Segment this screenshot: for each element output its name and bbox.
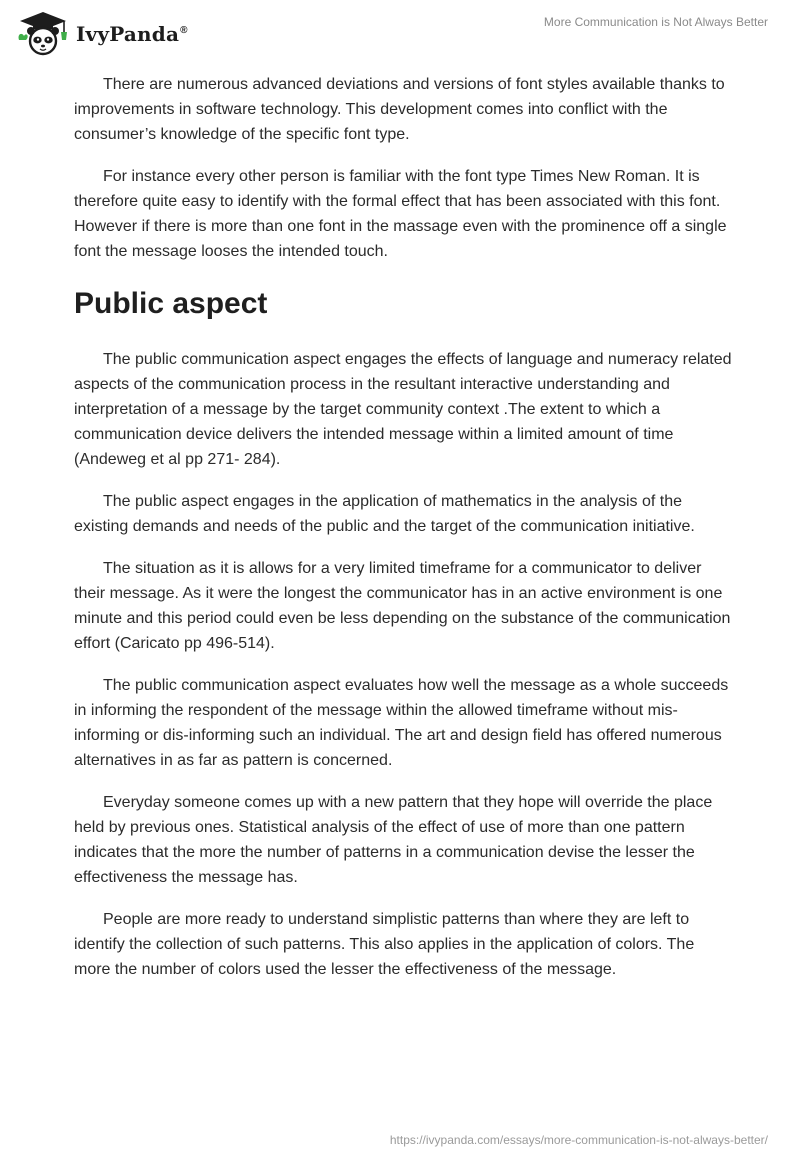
panda-graduate-icon bbox=[16, 10, 70, 56]
paragraph: There are numerous advanced deviations and versions of font styles available thanks to improvements in software technology. This development comes into conflict with the consumer’s knowledge of the specific font type. bbox=[74, 76, 725, 143]
registered-mark: ® bbox=[180, 25, 188, 37]
paragraph: People are more ready to understand simplistic patterns than where they are left to identify the collection of such patterns. This also applies in the application of colors. The more the number of colors used the lesser the effectiveness of the message. bbox=[74, 911, 695, 978]
ivypanda-logo[interactable] bbox=[16, 10, 188, 56]
paragraph: The public aspect engages in the application of mathematics in the analysis of the existing demands and needs of the public and the target of the communication initiative. bbox=[74, 493, 695, 535]
section-heading: Public aspect bbox=[74, 287, 268, 320]
paragraph: The public communication aspect evaluates how well the message as a whole succeeds in informing the respondent of the message within the allowed timeframe without mis-informing or dis-informing such an individual. The art and design field has offered numerous alternatives in as far as pattern is concerned. bbox=[74, 677, 729, 769]
paragraph: Everyday someone comes up with a new pattern that they hope will override the place held by previous ones. Statistical analysis of the effect of use of more than one pattern indicates that the more the number of patterns in a communication devise the lesser the effectiveness the message has. bbox=[74, 794, 713, 886]
document-title: More Communication is Not Always Better bbox=[543, 15, 768, 29]
paragraph: The situation as it is allows for a very limited timeframe for a communicator to deliver their message. As it were the longest the communicator has in an active environment is one minute and this period could even be less depending on the substance of the communication effort (Caricato pp 496-514). bbox=[74, 560, 731, 652]
page-header bbox=[0, 0, 800, 70]
paragraph: For instance every other person is familiar with the font type Times New Roman. It is therefore quite easy to identify with the formal effect that has been associated with this font. However if there is more than one font in the massage even with the prominence off a single font the message looses the intended touch. bbox=[74, 168, 727, 260]
paragraph: The public communication aspect engages the effects of language and numeracy related aspects of the communication process in the resultant interactive understanding and interpretation of a message by the target community context .The extent to which a communication device delivers the intended message within a limited amount of time (Andeweg et al pp 271- 284). bbox=[74, 351, 732, 468]
source-url[interactable]: https://ivypanda.com/essays/more-communication-is-not-always-better/ bbox=[389, 1133, 768, 1147]
brand-name: IvyPanda® bbox=[76, 22, 188, 46]
article-body bbox=[74, 72, 734, 999]
